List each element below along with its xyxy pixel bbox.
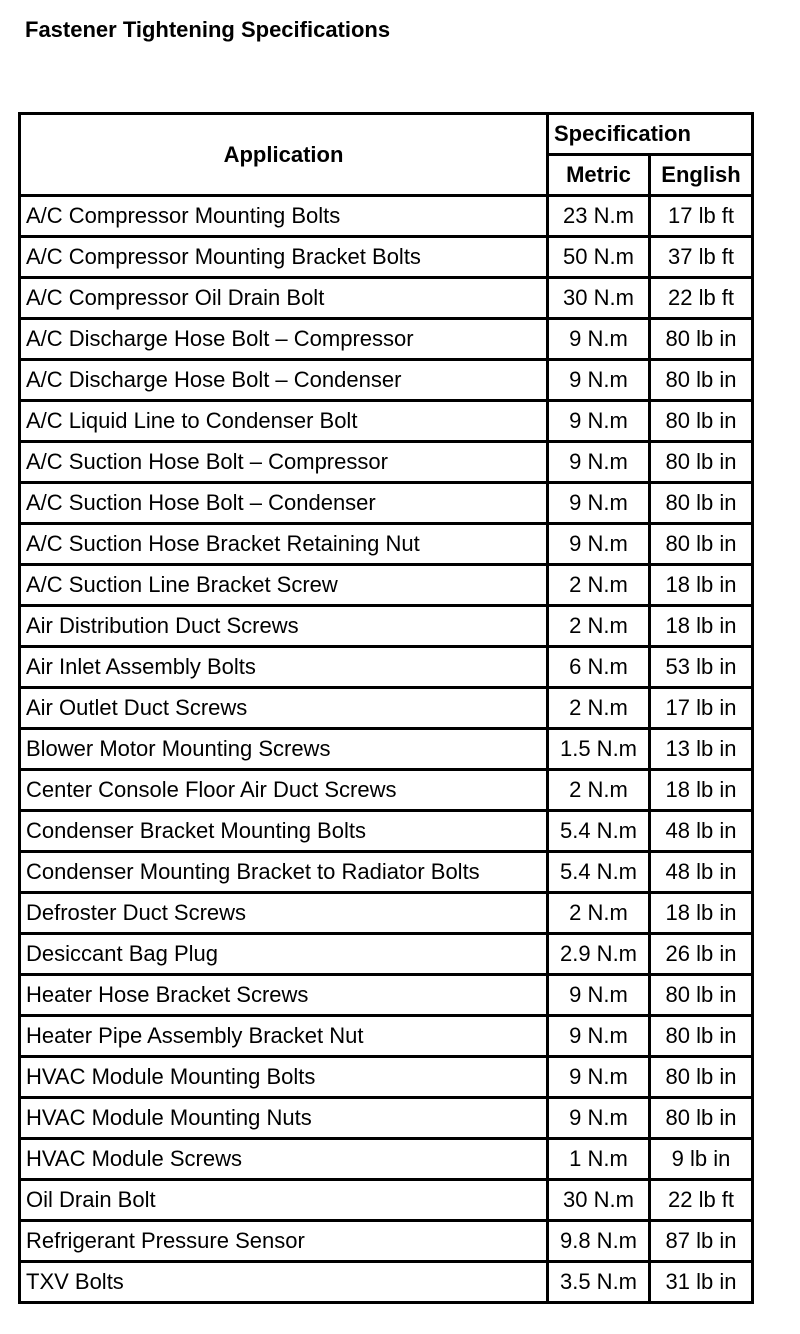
cell-english: 17 lb ft bbox=[650, 196, 753, 237]
table-row bbox=[20, 401, 753, 442]
cell-application: Air Distribution Duct Screws bbox=[20, 606, 548, 647]
table-row bbox=[20, 196, 753, 237]
spec-table bbox=[18, 112, 754, 1304]
table-row bbox=[20, 647, 753, 688]
table-row bbox=[20, 442, 753, 483]
table-row bbox=[20, 975, 753, 1016]
cell-metric: 30 N.m bbox=[548, 278, 650, 319]
cell-english: 18 lb in bbox=[650, 606, 753, 647]
cell-metric: 9 N.m bbox=[548, 1098, 650, 1139]
cell-english: 80 lb in bbox=[650, 975, 753, 1016]
cell-application: A/C Suction Hose Bolt – Compressor bbox=[20, 442, 548, 483]
cell-english: 80 lb in bbox=[650, 1098, 753, 1139]
cell-application: A/C Discharge Hose Bolt – Compressor bbox=[20, 319, 548, 360]
table-row bbox=[20, 278, 753, 319]
cell-application: Condenser Mounting Bracket to Radiator Bolts bbox=[20, 852, 548, 893]
cell-application: Refrigerant Pressure Sensor bbox=[20, 1221, 548, 1262]
cell-metric: 2 N.m bbox=[548, 606, 650, 647]
cell-english: 48 lb in bbox=[650, 811, 753, 852]
cell-metric: 9 N.m bbox=[548, 442, 650, 483]
cell-application: Condenser Bracket Mounting Bolts bbox=[20, 811, 548, 852]
cell-application: Oil Drain Bolt bbox=[20, 1180, 548, 1221]
cell-metric: 5.4 N.m bbox=[548, 852, 650, 893]
cell-application: HVAC Module Mounting Nuts bbox=[20, 1098, 548, 1139]
cell-english: 18 lb in bbox=[650, 770, 753, 811]
cell-english: 80 lb in bbox=[650, 360, 753, 401]
cell-english: 80 lb in bbox=[650, 483, 753, 524]
cell-metric: 9 N.m bbox=[548, 401, 650, 442]
cell-metric: 2 N.m bbox=[548, 565, 650, 606]
cell-english: 18 lb in bbox=[650, 565, 753, 606]
table-row bbox=[20, 524, 753, 565]
cell-english: 80 lb in bbox=[650, 401, 753, 442]
cell-application: Center Console Floor Air Duct Screws bbox=[20, 770, 548, 811]
cell-metric: 9 N.m bbox=[548, 1057, 650, 1098]
cell-application: A/C Compressor Mounting Bracket Bolts bbox=[20, 237, 548, 278]
header-application: Application bbox=[20, 114, 548, 196]
header-metric: Metric bbox=[548, 155, 650, 196]
cell-english: 80 lb in bbox=[650, 1016, 753, 1057]
cell-english: 87 lb in bbox=[650, 1221, 753, 1262]
table-row bbox=[20, 934, 753, 975]
table-row bbox=[20, 606, 753, 647]
table-row bbox=[20, 1221, 753, 1262]
cell-metric: 3.5 N.m bbox=[548, 1262, 650, 1303]
table-row bbox=[20, 770, 753, 811]
table-row bbox=[20, 893, 753, 934]
cell-english: 80 lb in bbox=[650, 524, 753, 565]
cell-application: A/C Suction Hose Bracket Retaining Nut bbox=[20, 524, 548, 565]
cell-application: Air Outlet Duct Screws bbox=[20, 688, 548, 729]
page-title: Fastener Tightening Specifications bbox=[25, 17, 391, 42]
table-row bbox=[20, 688, 753, 729]
cell-metric: 2.9 N.m bbox=[548, 934, 650, 975]
table-body bbox=[20, 196, 753, 1303]
cell-metric: 9 N.m bbox=[548, 975, 650, 1016]
cell-metric: 9 N.m bbox=[548, 483, 650, 524]
table-row bbox=[20, 319, 753, 360]
table-row bbox=[20, 565, 753, 606]
cell-english: 80 lb in bbox=[650, 442, 753, 483]
cell-application: A/C Suction Line Bracket Screw bbox=[20, 565, 548, 606]
cell-metric: 2 N.m bbox=[548, 893, 650, 934]
cell-metric: 2 N.m bbox=[548, 770, 650, 811]
cell-application: HVAC Module Screws bbox=[20, 1139, 548, 1180]
cell-metric: 9 N.m bbox=[548, 319, 650, 360]
cell-metric: 50 N.m bbox=[548, 237, 650, 278]
header-english: English bbox=[650, 155, 753, 196]
cell-english: 48 lb in bbox=[650, 852, 753, 893]
cell-metric: 30 N.m bbox=[548, 1180, 650, 1221]
cell-metric: 9 N.m bbox=[548, 524, 650, 565]
cell-english: 26 lb in bbox=[650, 934, 753, 975]
cell-english: 18 lb in bbox=[650, 893, 753, 934]
table-row bbox=[20, 729, 753, 770]
table-row bbox=[20, 811, 753, 852]
cell-english: 31 lb in bbox=[650, 1262, 753, 1303]
cell-metric: 6 N.m bbox=[548, 647, 650, 688]
cell-metric: 5.4 N.m bbox=[548, 811, 650, 852]
cell-english: 53 lb in bbox=[650, 647, 753, 688]
cell-metric: 9.8 N.m bbox=[548, 1221, 650, 1262]
cell-english: 13 lb in bbox=[650, 729, 753, 770]
cell-application: A/C Compressor Mounting Bolts bbox=[20, 196, 548, 237]
cell-english: 9 lb in bbox=[650, 1139, 753, 1180]
table-row bbox=[20, 852, 753, 893]
cell-application: Heater Pipe Assembly Bracket Nut bbox=[20, 1016, 548, 1057]
cell-application: A/C Suction Hose Bolt – Condenser bbox=[20, 483, 548, 524]
cell-english: 22 lb ft bbox=[650, 278, 753, 319]
cell-application: A/C Liquid Line to Condenser Bolt bbox=[20, 401, 548, 442]
cell-application: TXV Bolts bbox=[20, 1262, 548, 1303]
cell-metric: 1.5 N.m bbox=[548, 729, 650, 770]
cell-application: HVAC Module Mounting Bolts bbox=[20, 1057, 548, 1098]
header-specification: Specification bbox=[548, 114, 753, 155]
cell-application: A/C Discharge Hose Bolt – Condenser bbox=[20, 360, 548, 401]
table-row bbox=[20, 1262, 753, 1303]
cell-application: Heater Hose Bracket Screws bbox=[20, 975, 548, 1016]
cell-application: Blower Motor Mounting Screws bbox=[20, 729, 548, 770]
cell-english: 17 lb in bbox=[650, 688, 753, 729]
table-header bbox=[20, 114, 753, 196]
cell-metric: 9 N.m bbox=[548, 360, 650, 401]
table-row bbox=[20, 1057, 753, 1098]
cell-application: A/C Compressor Oil Drain Bolt bbox=[20, 278, 548, 319]
cell-metric: 9 N.m bbox=[548, 1016, 650, 1057]
table-row bbox=[20, 1098, 753, 1139]
cell-application: Desiccant Bag Plug bbox=[20, 934, 548, 975]
table-row bbox=[20, 1016, 753, 1057]
cell-english: 22 lb ft bbox=[650, 1180, 753, 1221]
cell-english: 80 lb in bbox=[650, 319, 753, 360]
cell-english: 80 lb in bbox=[650, 1057, 753, 1098]
cell-metric: 1 N.m bbox=[548, 1139, 650, 1180]
table-row bbox=[20, 237, 753, 278]
table-row bbox=[20, 360, 753, 401]
table-row bbox=[20, 1180, 753, 1221]
cell-metric: 23 N.m bbox=[548, 196, 650, 237]
cell-application: Defroster Duct Screws bbox=[20, 893, 548, 934]
cell-application: Air Inlet Assembly Bolts bbox=[20, 647, 548, 688]
cell-metric: 2 N.m bbox=[548, 688, 650, 729]
table-row bbox=[20, 483, 753, 524]
cell-english: 37 lb ft bbox=[650, 237, 753, 278]
table-row bbox=[20, 1139, 753, 1180]
